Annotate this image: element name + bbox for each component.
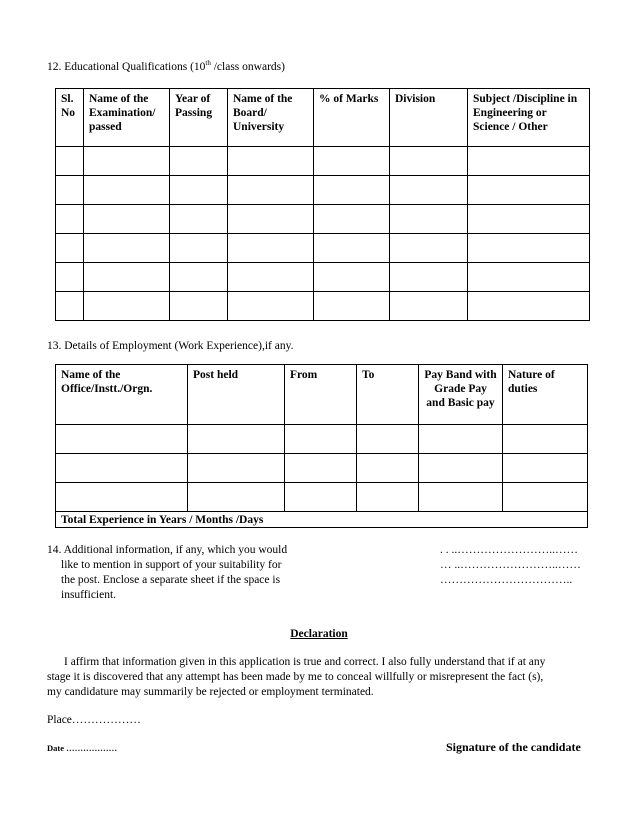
- cell-input[interactable]: [357, 425, 419, 454]
- cell-input[interactable]: [419, 454, 503, 483]
- section-14-line: insufficient.: [61, 589, 117, 601]
- cell-input[interactable]: [419, 425, 503, 454]
- education-row: [56, 292, 590, 321]
- education-row: [56, 147, 590, 176]
- cell-input[interactable]: [170, 205, 228, 234]
- header-division: Division: [390, 89, 468, 147]
- header-to: To: [357, 365, 419, 425]
- cell-input[interactable]: [419, 483, 503, 512]
- declaration-text: [47, 655, 607, 700]
- header-marks: % of Marks: [314, 89, 390, 147]
- cell-input[interactable]: [503, 425, 588, 454]
- cell-input[interactable]: [390, 234, 468, 263]
- section-14-line: the post. Enclose a separate sheet if the space is: [61, 574, 281, 586]
- section-12-title: [47, 59, 285, 73]
- declaration-title: Declaration: [290, 628, 348, 640]
- cell-input[interactable]: [390, 292, 468, 321]
- cell-input[interactable]: [84, 234, 170, 263]
- header-post: Post held: [188, 365, 285, 425]
- cell-input[interactable]: [285, 454, 357, 483]
- cell-input[interactable]: [390, 147, 468, 176]
- section-14-line: 14. Additional information, if any, which you would: [47, 544, 288, 556]
- answer-dotted-line[interactable]: … ..……………………..……: [440, 559, 581, 571]
- cell-input[interactable]: [84, 205, 170, 234]
- education-header-row: [56, 89, 590, 147]
- cell-input[interactable]: [56, 147, 84, 176]
- cell-input[interactable]: [314, 176, 390, 205]
- cell-input[interactable]: [228, 205, 314, 234]
- header-exam-name: Name of the Examination/ passed: [84, 89, 170, 147]
- cell-input[interactable]: [228, 292, 314, 321]
- section-12-title-suffix: /class onwards): [210, 60, 285, 73]
- place-field[interactable]: Place………………: [47, 714, 141, 726]
- cell-input[interactable]: [56, 454, 188, 483]
- cell-input[interactable]: [468, 176, 590, 205]
- signature-label: Signature of the candidate: [446, 740, 581, 754]
- declaration-line: my candidature may summarily be rejected or employment terminated.: [47, 686, 374, 698]
- cell-input[interactable]: [188, 454, 285, 483]
- cell-input[interactable]: [314, 205, 390, 234]
- cell-input[interactable]: [56, 176, 84, 205]
- section-14-text: [47, 543, 287, 603]
- cell-input[interactable]: [228, 176, 314, 205]
- header-year-passing: Year of Passing: [170, 89, 228, 147]
- section-12-title-superscript: th: [205, 59, 211, 67]
- cell-input[interactable]: [390, 205, 468, 234]
- education-row: [56, 176, 590, 205]
- cell-input[interactable]: [56, 234, 84, 263]
- employment-row: [56, 454, 588, 483]
- cell-input[interactable]: [314, 263, 390, 292]
- cell-input[interactable]: [468, 263, 590, 292]
- cell-input[interactable]: [228, 147, 314, 176]
- header-board: Name of the Board/ University: [228, 89, 314, 147]
- date-field[interactable]: Date ………………: [47, 743, 118, 753]
- education-row: [56, 205, 590, 234]
- section-14-line: like to mention in support of your suitability for: [61, 559, 282, 571]
- cell-input[interactable]: [170, 176, 228, 205]
- header-subject: Subject /Discipline in Engineering or Science / Other: [468, 89, 590, 147]
- section-13-title: 13. Details of Employment (Work Experience),if any.: [47, 340, 294, 352]
- cell-input[interactable]: [468, 205, 590, 234]
- total-experience-label: Total Experience in Years / Months /Days: [56, 512, 588, 528]
- cell-input[interactable]: [314, 292, 390, 321]
- employment-header-row: [56, 365, 588, 425]
- cell-input[interactable]: [84, 147, 170, 176]
- employment-table: [55, 364, 588, 528]
- cell-input[interactable]: [228, 263, 314, 292]
- cell-input[interactable]: [285, 425, 357, 454]
- cell-input[interactable]: [84, 263, 170, 292]
- cell-input[interactable]: [357, 483, 419, 512]
- cell-input[interactable]: [56, 205, 84, 234]
- section-14-answer-lines[interactable]: [440, 543, 581, 588]
- cell-input[interactable]: [285, 483, 357, 512]
- cell-input[interactable]: [228, 234, 314, 263]
- total-experience-row: [56, 512, 588, 528]
- answer-dotted-line[interactable]: . . ..……………………..……: [440, 544, 578, 556]
- section-12-title-text: 12. Educational Qualifications (10: [47, 60, 206, 73]
- cell-input[interactable]: [390, 176, 468, 205]
- answer-dotted-line[interactable]: ……………………………..: [440, 574, 573, 586]
- cell-input[interactable]: [170, 147, 228, 176]
- cell-input[interactable]: [503, 483, 588, 512]
- header-sl-no: Sl. No: [56, 89, 84, 147]
- education-row: [56, 234, 590, 263]
- cell-input[interactable]: [170, 263, 228, 292]
- cell-input[interactable]: [390, 263, 468, 292]
- cell-input[interactable]: [314, 147, 390, 176]
- header-duties: Nature of duties: [503, 365, 588, 425]
- cell-input[interactable]: [503, 454, 588, 483]
- cell-input[interactable]: [84, 292, 170, 321]
- header-office: Name of the Office/Instt./Orgn.: [56, 365, 188, 425]
- cell-input[interactable]: [56, 292, 84, 321]
- declaration-line: I affirm that information given in this application is true and correct. I also fully understand that if at any: [64, 656, 546, 668]
- cell-input[interactable]: [468, 147, 590, 176]
- cell-input[interactable]: [468, 292, 590, 321]
- header-from: From: [285, 365, 357, 425]
- cell-input[interactable]: [468, 234, 590, 263]
- cell-input[interactable]: [188, 483, 285, 512]
- cell-input[interactable]: [56, 483, 188, 512]
- education-row: [56, 263, 590, 292]
- cell-input[interactable]: [56, 425, 188, 454]
- cell-input[interactable]: [314, 234, 390, 263]
- header-pay-band: Pay Band with Grade Pay and Basic pay: [419, 365, 503, 425]
- declaration-line: stage it is discovered that any attempt has been made by me to conceal willfully or misrepresent the fact (s),: [47, 671, 544, 683]
- education-table: [55, 88, 590, 321]
- cell-input[interactable]: [56, 263, 84, 292]
- cell-input[interactable]: [84, 176, 170, 205]
- employment-row: [56, 425, 588, 454]
- cell-input[interactable]: [170, 292, 228, 321]
- cell-input[interactable]: [357, 454, 419, 483]
- employment-row: [56, 483, 588, 512]
- cell-input[interactable]: [188, 425, 285, 454]
- cell-input[interactable]: [170, 234, 228, 263]
